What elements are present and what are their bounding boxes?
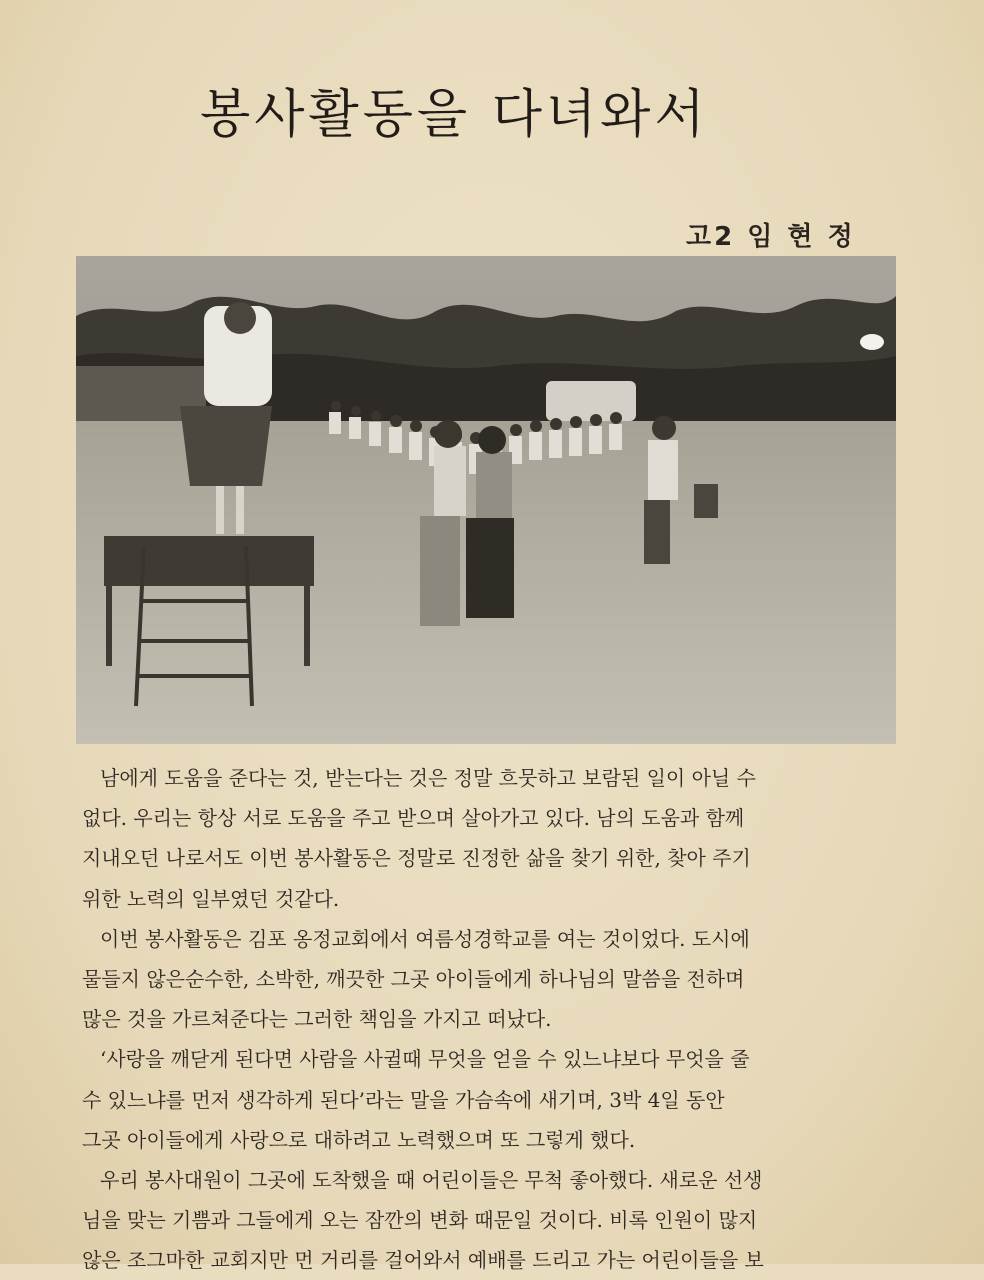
author-byline: 고2 임 현 정 — [686, 222, 856, 252]
text-line: 많은 것을 가르쳐준다는 그러한 책임을 가지고 떠났다. — [82, 1007, 552, 1032]
text-line: 우리 봉사대원이 그곳에 도착했을 때 어린이들은 무척 좋아했다. 새로운 선생 — [100, 1167, 763, 1192]
article-body — [82, 758, 912, 1280]
paragraph-3 — [82, 1039, 912, 1160]
text-line: ‘사랑을 깨닫게 된다면 사람을 사귈때 무엇을 얻을 수 있느냐보다 무엇을 줄 — [100, 1047, 750, 1072]
text-line: 지내오던 나로서도 이번 봉사활동은 정말로 진정한 삶을 찾기 위한, 찾아 주기 — [82, 846, 751, 871]
text-line: 물들지 않은순수한, 소박한, 깨끗한 그곳 아이들에게 하나님의 말씀을 전하며 — [82, 966, 745, 991]
text-line: 위한 노력의 일부였던 것같다. — [82, 886, 340, 911]
text-line: 님을 맞는 기쁨과 그들에게 오는 잠깐의 변화 때문일 것이다. 비록 인원이 많지 — [82, 1208, 758, 1233]
text-line: 없다. 우리는 항상 서로 도움을 주고 받으며 살아가고 있다. 남의 도움과 함께 — [82, 806, 745, 831]
paragraph-4 — [82, 1160, 912, 1280]
photo-children-gathering — [76, 256, 896, 744]
paragraph-1 — [82, 758, 912, 919]
photo-illustration — [76, 256, 896, 744]
text-line: 이번 봉사활동은 김포 옹정교회에서 여름성경학교를 여는 것이었다. 도시에 — [100, 926, 750, 951]
text-line: 그곳 아이들에게 사랑으로 대하려고 노력했으며 또 그렇게 했다. — [82, 1127, 636, 1152]
text-line: 않은 조그마한 교회지만 먼 거리를 걸어와서 예배를 드리고 가는 어린이들을 보 — [82, 1248, 764, 1273]
text-line: 남에게 도움을 준다는 것, 받는다는 것은 정말 흐뭇하고 보람된 일이 아닐 수 — [100, 766, 756, 790]
page-title: 봉사활동을 다녀와서 — [200, 85, 709, 145]
paragraph-2 — [82, 919, 912, 1040]
text-line: 수 있느냐를 먼저 생각하게 된다’라는 말을 가슴속에 새기며, 3박 4일 동안 — [82, 1087, 725, 1112]
